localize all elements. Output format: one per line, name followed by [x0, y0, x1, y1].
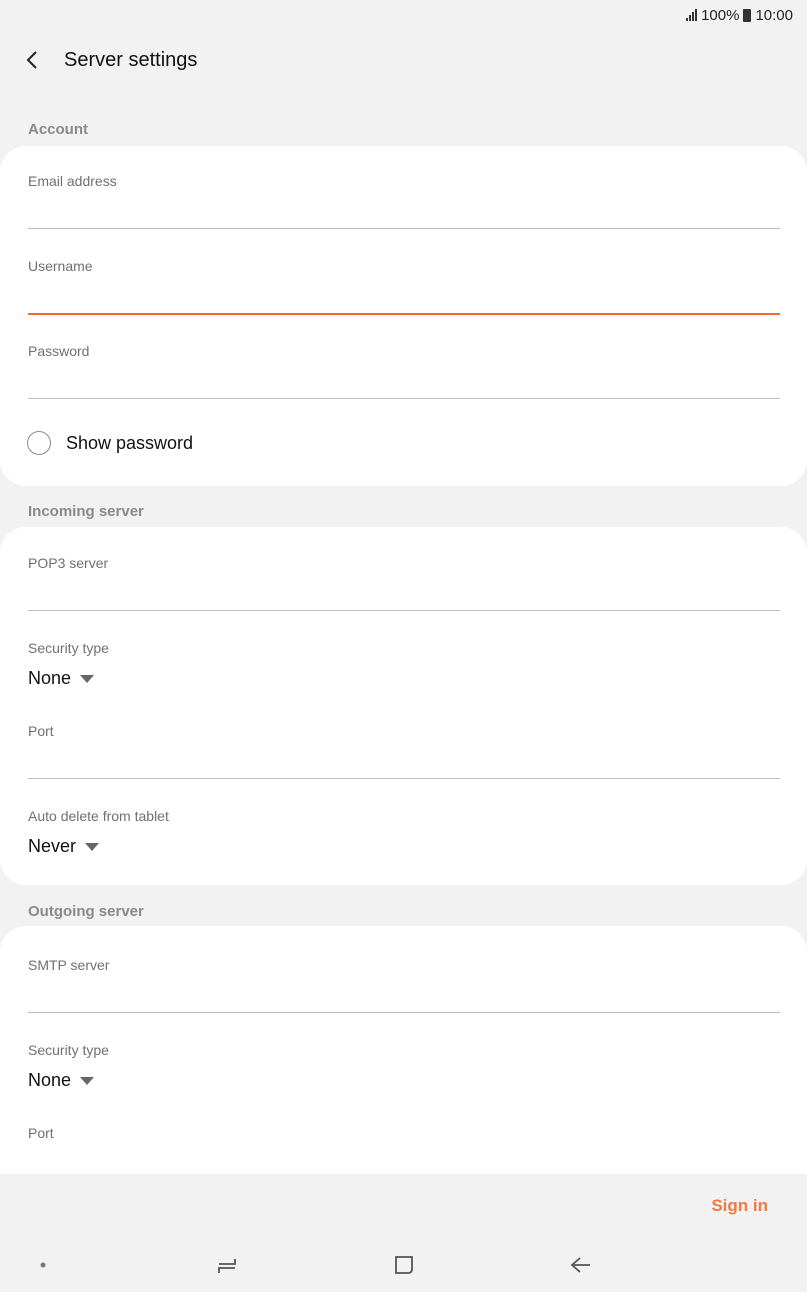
show-password-label[interactable]: Show password: [66, 433, 194, 453]
incoming-port-label: Port: [28, 723, 54, 739]
email-underline: [28, 228, 780, 229]
recent-apps-icon: [216, 1255, 238, 1275]
username-field[interactable]: [28, 284, 780, 312]
page-title: Server settings: [64, 48, 198, 71]
outgoing-card: [0, 926, 807, 1196]
outgoing-security-value: None: [28, 1070, 72, 1090]
battery-icon: [743, 9, 751, 22]
incoming-section-label: Incoming server: [28, 503, 144, 520]
outgoing-port-label: Port: [28, 1125, 54, 1141]
dropdown-arrow-icon: [80, 675, 94, 683]
password-field[interactable]: [28, 369, 780, 397]
dropdown-arrow-icon: [80, 1077, 94, 1085]
nav-dot-button[interactable]: [25, 1250, 61, 1280]
auto-delete-dropdown[interactable]: [28, 836, 99, 857]
incoming-security-label: Security type: [28, 640, 109, 656]
home-icon: [393, 1254, 415, 1276]
incoming-port-underline: [28, 778, 780, 779]
recent-apps-button[interactable]: [209, 1250, 245, 1280]
smtp-server-field[interactable]: [28, 983, 780, 1011]
show-password-checkbox[interactable]: [27, 431, 51, 455]
smtp-server-underline: [28, 1012, 780, 1013]
back-button[interactable]: [0, 40, 64, 80]
pop3-server-label: POP3 server: [28, 555, 109, 571]
dropdown-arrow-icon: [85, 843, 99, 851]
clock: 10:00: [755, 6, 793, 24]
home-button[interactable]: [386, 1250, 422, 1280]
password-label: Password: [28, 343, 90, 359]
auto-delete-value: Never: [28, 836, 77, 856]
signal-icon: [686, 9, 697, 21]
incoming-security-value: None: [28, 668, 72, 688]
auto-delete-label: Auto delete from tablet: [28, 808, 169, 824]
dot-icon: [39, 1261, 47, 1269]
pop3-server-field[interactable]: [28, 581, 780, 609]
incoming-security-dropdown[interactable]: [28, 668, 94, 689]
account-section-label: Account: [28, 121, 88, 138]
username-label: Username: [28, 258, 93, 274]
incoming-card: [0, 527, 807, 885]
chevron-left-icon: [25, 50, 39, 70]
account-card: [0, 146, 807, 486]
pop3-server-underline: [28, 610, 780, 611]
app-bar: [0, 40, 807, 80]
status-bar: [0, 0, 807, 30]
incoming-port-field[interactable]: [28, 749, 780, 777]
navigation-bar: [0, 1244, 807, 1288]
arrow-left-icon: [570, 1255, 592, 1275]
username-underline: [28, 313, 780, 315]
bottom-bar: [0, 1174, 807, 1292]
outgoing-section-label: Outgoing server: [28, 903, 144, 920]
back-nav-button[interactable]: [563, 1250, 599, 1280]
email-field[interactable]: [28, 199, 780, 227]
battery-percent: 100%: [701, 6, 740, 24]
email-label: Email address: [28, 173, 117, 189]
sign-in-button[interactable]: Sign in: [711, 1196, 768, 1215]
outgoing-security-dropdown[interactable]: [28, 1070, 94, 1091]
password-underline: [28, 398, 780, 399]
smtp-server-label: SMTP server: [28, 957, 110, 973]
outgoing-security-label: Security type: [28, 1042, 109, 1058]
